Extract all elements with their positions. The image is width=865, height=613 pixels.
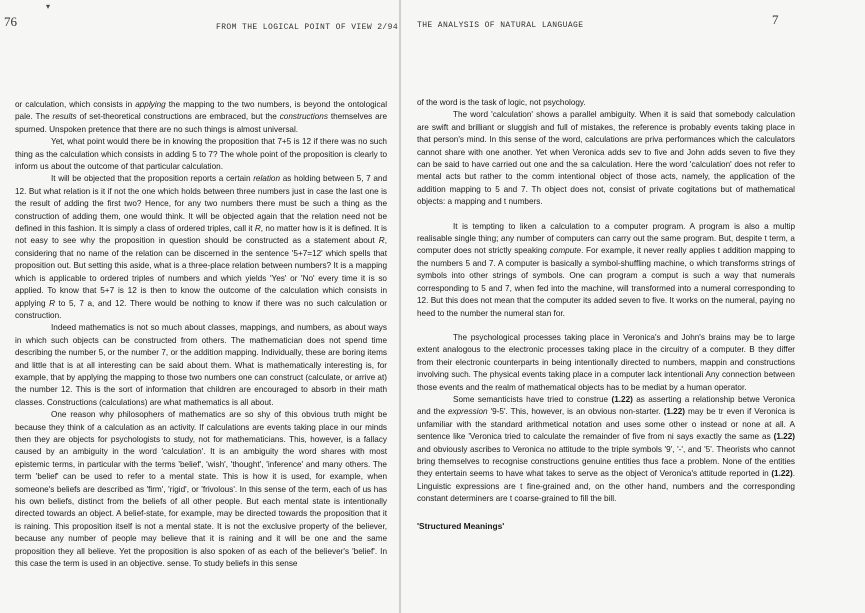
text-run: to 5, 7 a, and 12. There would be nothing to know if there was no such calculation or construction.	[15, 298, 387, 320]
paragraph	[417, 221, 795, 320]
text-run: applying	[135, 100, 166, 109]
paragraph	[417, 109, 795, 208]
text-run: One reason why philosophers of mathematics are so shy of this obvious truth might be because they think of a calculation as an activity. If calculations are events taking place in our minds then they are objects for psychologists to study, not for mathematicians. This, however, is a fallacy caused by an ambiguity in the word 'calculation'. It is an ambiguity the word shares with most epistemic terms, in particular with the terms 'belief', 'wish', 'thought', 'inference' and many others. The term 'belief' can be used to refer to a mental state. This is how it is used, for example, when someone's beliefs are described as 'firm', 'rigid', or 'frivolous'. In this sense of the term, each of us has his own beliefs, distinct from the beliefs of all other people. But each mental state is intentionally directed towards an object. A belief-state, for example, may be directed towards the proposition that it is raining. This proposition itself is not a mental state. It is not the exclusive property of the believer, because any number of people may believe that it is raining and it will be one and the same proposition they all believe. Yet the proposition is also spoken of as each of the believer's 'belief'. In this case the term is used in an objective. sense. To study beliefs in this sense	[15, 410, 387, 569]
text-run: compute	[549, 246, 582, 256]
text-run: It is tempting to liken a calculation to a computer program. A program is also a multip realisable single thing; any number of computers can carry out the same program. But, despite t term, a computer does not strictly speaking	[417, 221, 795, 256]
text-run: of the word is the task of logic, not psychology.	[417, 98, 586, 107]
text-run: Indeed mathematics is not so much about classes, mappings, and numbers, as about ways in which such objects can be constructed from others. The mathematician does not spend time describing the number 5, or the number 7, or the addition mapping. Individually, these are boring items and little that is at all interesting can be said about them. What is mathematically interesting is, for example, that by applying the mapping to those two numbers one can construct (calculate, or arrive at) the number 12. This is the sort of information that children are encouraged to absorb in their math classes. Constructions (calculations) are what mathematics is all about.	[15, 323, 387, 407]
paragraph	[417, 394, 795, 506]
left-running-header: FROM THE LOGICAL POINT OF VIEW 2/94	[216, 23, 399, 32]
page-spine	[399, 0, 401, 613]
text-run: R	[378, 236, 385, 246]
right-body-text	[417, 97, 795, 532]
text-run: It will be objected that the proposition reports a certain	[51, 174, 254, 184]
text-run: The word 'calculation' shows a parallel ambiguity. When it is said that somebody calculation are swift and brilliant or sluggish and full of mistakes, the reference is probably events taking place in that person's mind. In this sense of the word, calculations are priva performances which the calculators cannot share with one another. Yet when Veronica adds sev to five and John adds seven to five they can be said to have carried out one and the sa calculation. Here the word 'calculation' does not refer to mental acts but rather to the comm intentional object of those acts, namely, the application of the addition mapping to 5 and 7. Th object does not, consist of private cogitations but of mathematical objects: a mapping and t numbers.	[417, 110, 795, 207]
text-run: themselves are spurned. Unspoken pretence that there are no such things is almost universal.	[15, 112, 387, 134]
text-run: may be tr even if Veronica is unfamiliar with the standard arithmetical notation and uses some other o instead or none at all. A sentence like 'Veronica tried to calculate the remainder of five from ni says exactly the same as	[417, 407, 795, 442]
text-run: expression	[447, 407, 488, 417]
paragraph	[417, 332, 795, 394]
text-run: the mapping to the two numbers, is beyond the ontological pale. The	[15, 100, 388, 122]
left-page-number: 76	[4, 14, 17, 29]
scan-mark-icon: ▾	[46, 2, 51, 11]
text-run: as holding between 5, 7 and 12. But what relation is it if not the one which holds between three numbers just in case the last one is the result of adding the first two? Hence, for any two numbers there must be such a thing as the construction of adding them, one would think. It will be objected again that the relation need not be defined in this fashion. It is simply a class of ordered triples, call it	[15, 174, 387, 234]
paragraph	[15, 173, 387, 322]
text-run: of set-theoretical constructions are embraced, but the	[76, 112, 280, 122]
text-run: relation	[253, 174, 281, 184]
text-run: R	[49, 298, 55, 308]
text-run: . Linguistic expressions are t fine-grained and, on the other hand, numbers and the corresponding constant determiners are t coarse-grained to fill the bill.	[417, 469, 795, 504]
text-run: , no matter how is it is defined. It is not easy to see why the proposition in question should be constructed as a statement about	[15, 224, 387, 246]
text-run: results	[52, 112, 77, 122]
left-body-text	[15, 99, 387, 570]
text-run: (1.22)	[773, 432, 795, 442]
paragraph	[15, 322, 387, 409]
text-run: . For example, it never really applies t addition mapping to the numbers 5 and 7. A computer is basically a symbol-shuffling machine, o which transforms strings of symbols into other strings of symbols. One can program a comput is such a way that numerals corresponding to 5 and 7, when fed into the machine, will transformed into a numeral corresponding to 12. But this does not mean that the computer its added seven to five. It works on the numeral, paying no heed to the number the numeral stan for.	[417, 246, 795, 318]
text-run: Yet, what point would there be in knowing the proposition that 7+5 is 12 if there was no such thing as the calculation which consists in adding 5 to 7? The whole point of the proposition is clearly to inform us about the outcome of that particular calculation.	[15, 137, 387, 172]
text-run: constructions	[279, 112, 328, 122]
section-heading: 'Structured Meanings'	[417, 520, 505, 531]
right-page	[402, 0, 865, 613]
text-run: as asserting a relationship betwe Veronica and the	[417, 394, 796, 417]
text-run: (1.22)	[611, 394, 633, 404]
paragraph	[15, 136, 387, 173]
text-run: The psychological processes taking place in Veronica's and John's brains may be to large extent analogous to the electronic processes taking place in the circuitry of a computer. B they differ from their electronic counterparts in being intentionally directed to numbers, mappin and constructions involving such. The physical events taking place in a computer lack intentionali Any connection between those events and the realm of mathematical objects has to be mediat by a human operator.	[417, 332, 795, 392]
paragraph	[15, 99, 387, 136]
right-page-number: 7	[772, 12, 779, 27]
paragraph	[417, 97, 795, 109]
text-run: , considering that no name of the relation can be discerned in the sentence '5+7=12' which spells that proposition out. But setting this aside, what is a three-place relation between numbers? It is a mapping which is applicable to ordered triples of numbers and which yields 'Yes' or 'No' every time it is so applied. To know that 5+7 is 12 is then to know the outcome of the calculation which consists in applying	[15, 236, 387, 308]
left-page	[0, 0, 400, 613]
text-run: '9-5'. This, however, is an obvious non-starter.	[487, 407, 664, 417]
paragraph	[15, 409, 387, 570]
text-run: Some semanticists have tried to construe	[453, 394, 612, 404]
text-run: (1.22)	[771, 469, 793, 479]
text-run: or calculation, which consists in	[15, 100, 136, 109]
text-run: R	[254, 224, 261, 234]
text-run: (1.22)	[663, 407, 685, 417]
right-running-header: THE ANALYSIS OF NATURAL LANGUAGE	[417, 21, 584, 30]
text-run: and obviously ascribes to Veronica no attitude to the triple symbols '9', '-', and '5'. Theorists who cannot bring themselves to recognise constructions genuine entities thus face a problem. None of the entities they entertain seems to have what takes to serve as the object of Veronica's attitude reported in	[417, 444, 795, 479]
